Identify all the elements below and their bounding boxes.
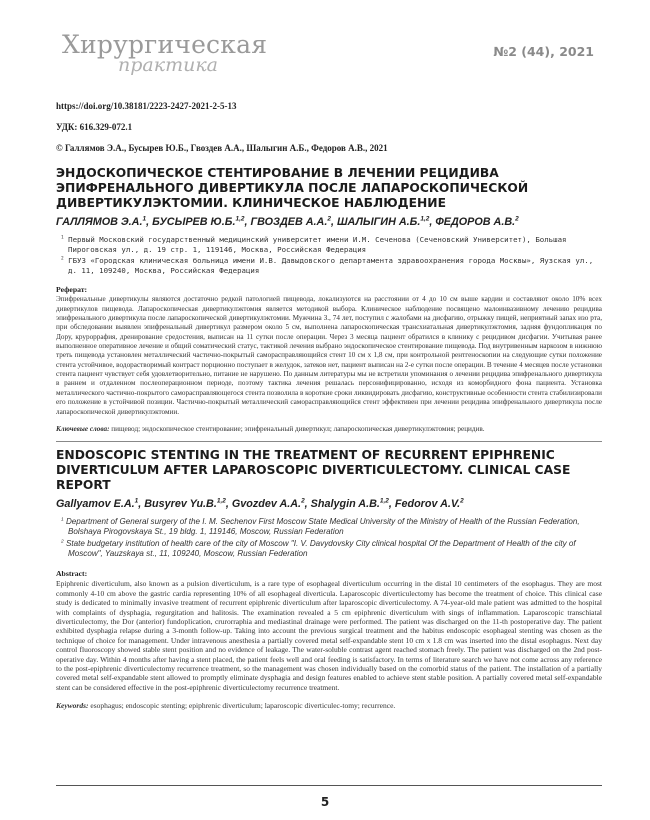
author-sup: 1,2 xyxy=(420,215,430,223)
article-body xyxy=(56,100,602,711)
footer-rule xyxy=(56,785,602,786)
author-name: Gallyamov E.A. xyxy=(56,498,135,511)
journal-logo-subtitle: практика xyxy=(118,54,219,76)
abstract-en: Epiphrenic diverticulum, also known as a pulsion diverticulum, is a rare type of esophageal diverticulum occurring in the distal 10 centimeters of the esophagus. They are most commonly 4-10 cm above the gastric cardia representing 10% of all esophageal diverticula. Laparoscopic diverticulectomy has become the treatment of choice. This clinical case study is dedicated to minimally invasive treatment of recurrent epiphrenic diverticulum after laparoscopic diverticulectomy. A 74-year-old male patient was admitted to the hospital with complaints of dysphagia, regurgitation and halitosis. The examination revealed a 5 cm epiphrenic diverticulum with sings of inflammation. Laparoscopic transchiatal diverticulectomy, the Dor (anterior) fundoplication, crurorraphia and mediastinal drainage were performed. The patient was discharged on the 11-th postoperative day. The patient exhibited dysphagia relapse during a 3-month follow-up. Taking into account the previous surgical treatment and the habitus endoscopic esophageal stenting was chosen as the technique of choice for management. Under intravenous anesthesia a partially covered metal self-expandable stent 10 cm x 1.8 cm was inserted into the distal esophagus. Next day control fluoroscopy showed stable stent position and no evidence of leakage. The water-soluble contrast agent reached stomach freely. The patient was discharged on the 2nd post-operative day. Within 4 months after having a stent placed, the patient feels well and oral feeding is satisfactory. In terms of literature search we have not come across any reference to the post-epiphrenic diverticulectomy recurrence treatment, so the management was chosen individually based on the comorbid status of the patient. The installation of a partially covered metal self-expandable stent allowed to promptly eliminate dysphagia and design features enabled to achieve stent stable position. A partially covered metal self-expandable stent can be considered effective in the post-epiphrenic diverticulectomy recurrence treatment. xyxy=(56,579,602,692)
author-sup: 2 xyxy=(460,497,464,505)
affiliation-text: ГБУЗ «Городская клиническая больница имени И.В. Давыдовского департамента здравоохранения города Москвы», Яузская ул., д. 11, 109240, Москва, Российская Федерация xyxy=(68,256,594,275)
author-name: БУСЫРЕВ Ю.Б. xyxy=(152,216,236,228)
affiliation-number: 1 xyxy=(61,235,64,241)
affiliation-en xyxy=(56,517,602,537)
author-sup: 2 xyxy=(327,215,331,223)
author-sup: 2 xyxy=(515,215,519,223)
affiliation-number: 1 xyxy=(61,517,64,523)
authors-en: Gallyamov E.A.$^1$, Busyrev Yu.B.$^{1,2}$, Gvozdev A.A.$^2$, Shalygin A.B.$^{1,2}$, Fedorov A.V.$^2$ xyxy=(56,497,464,511)
author-sup: 1,2 xyxy=(379,497,389,505)
author-name: Gvozdev A.A. xyxy=(231,498,302,511)
author-sup: 1 xyxy=(134,497,139,505)
affiliation-text: Department of General surgery of the I. M. Sechenov First Moscow State Medical University of the Ministry of Health of the Russian Federation, Bolshaya Pirogovskaya St., 19 bldg. 1, 119146, Moscow, Russian Federation xyxy=(65,517,580,537)
keywords-en xyxy=(56,701,602,711)
author-name: ГВОЗДЕВ А.А. xyxy=(250,216,328,228)
affiliation-ru xyxy=(56,235,602,254)
author-name: ФЕДОРОВ А.В. xyxy=(435,216,516,228)
author-name: Busyrev Yu.B. xyxy=(144,498,217,511)
keywords-text: пищевод; эндоскопическое стентирование; эпифренальный дивертикул; лапароскопическая дивертикулэктомия; рецидив. xyxy=(111,424,485,433)
title-en: ENDOSCOPIC STENTING IN THE TREATMENT OF RECURRENT EPIPHRENIC DIVERTICULUM AFTER LAPAROSCOPIC DIVERTICULECTOMY. CLINICAL CASE REPORT xyxy=(56,448,571,493)
abstract-label-en: Abstract: xyxy=(56,569,88,579)
page-number: 5 xyxy=(320,795,330,809)
doi-link[interactable]: https://doi.org/10.38181/2223-2427-2021-2-5-13 xyxy=(56,101,237,111)
title-ru: ЭНДОСКОПИЧЕСКОЕ СТЕНТИРОВАНИЕ В ЛЕЧЕНИИ РЕЦИДИВА ЭПИФРЕНАЛЬНОГО ДИВЕРТИКУЛА ПОСЛЕ ЛАПАРОСКОПИЧЕСКОЙ ДИВЕРТИКУЛЭКТОМИИ. КЛИНИЧЕСКОЕ НАБЛЮДЕНИЕ xyxy=(56,166,529,210)
author-sup: 1 xyxy=(142,215,147,223)
keywords-label: Keywords: xyxy=(56,701,89,711)
keywords-ru xyxy=(56,425,602,435)
copyright-line: © Галлямов Э.А., Бусырев Ю.Б., Гвоздев А.А., Шалыгин А.Б., Федоров А.В., 2021 xyxy=(56,143,388,153)
author-name: ГАЛЛЯМОВ Э.А. xyxy=(56,216,143,228)
author-name: ШАЛЫГИН А.Б. xyxy=(336,216,421,228)
affiliation-ru xyxy=(56,256,602,275)
affiliation-text: State budgetary institution of health care of the city of Moscow "I. V. Davydovsky City clinical hospital Of the Department of Health of the city of Moscow", Yauzskaya st., 11, 109240, Moscow, Russian Federation xyxy=(65,539,576,559)
author-sup: 1,2 xyxy=(216,497,226,505)
authors-ru: ГАЛЛЯМОВ Э.А.$^1$, БУСЫРЕВ Ю.Б.$^{1,2}$, ГВОЗДЕВ А.А.$^2$, ШАЛЫГИН А.Б.$^{1,2}$, ФЕДОРОВ А.В.$^2$ xyxy=(56,215,519,228)
affiliation-number: 2 xyxy=(61,539,64,545)
abstract-ru: Эпифренальные дивертикулы являются достаточно редкой патологией пищевода, локализуются на расстоянии от 4 до 10 см выше кардии и составляют около 10% всех дивертикулов пищевода. Лапароскопическая дивертикулэктомия является методикой выбора. Клиническое наблюдение посвящено малоинвазивному лечению рецидива эпифренального дивертикула после лапароскопической дивертикулэктомии. Мужчина З., 74 лет, поступил с жалобами на дисфагию, отрыжку пищей, неприятный запах изо рта, при обследовании выявлен эпифренальный дивертикул размером около 5 см, выполнена лапароскопическая трансхиатальная дивертикулэктомия, задняя фундопликация по Дору, круроррафия, дренирование средостения, выписан на 11 сутки после операции. Через 3 месяца пациент обратился в клинику с рецидивом дисфагии. Учитывая ранее выполненное оперативное лечение и общий соматический статус, тактикой лечения выбрано эндоскопическое стентирование пищевода. Под внутривенным наркозом в нижнюю треть пищевода установлен металлический частично-покрытый саморасправляющийся стент 10 см х 1,8 см, при контрольной рентгеноскопии на следующие сутки положение стента устойчивое, водорастворимый контраст порционно поступает в желудок, затеков нет, пациент выписан на 2-е сутки после операции. В течение 4 месяцев после установки стента пациент чувствует себя удовлетворительно, питание не нарушено. По данным литературы мы не встретили упоминания о лечении рецидива эпифренального дивертикула в раннем и отдаленном послеоперационном периоде, поэтому тактика лечения решалась персонифицированно, исходя из коморбидного фона пациента. Установка металлического частично-покрытого саморасправляющегося стента позволила в короткие сроки ликвидировать дисфагию, конструктивные особенности стента стабилизировали его положение в устойчивой позиции. Частично-покрытый металлический саморасправляющийся стент эффективен при лечении рецидива эпифренального дивертикула после лапароскопической дивертикулэктомии. xyxy=(56,295,602,416)
journal-logo-title: Хирургическая xyxy=(62,30,268,59)
affiliation-number: 2 xyxy=(61,256,64,262)
author-name: Shalygin A.B. xyxy=(310,498,380,511)
abstract-label-ru: Реферат: xyxy=(56,285,88,295)
keywords-text: esophagus; endoscopic stenting; epiphrenic diverticulum; laparoscopic diverticulec-tomy; recurrence. xyxy=(90,701,396,711)
author-name: Fedorov A.V. xyxy=(394,498,461,511)
section-divider xyxy=(56,441,602,442)
affiliation-text: Первый Московский государственный медицинский университет имени И.М. Сеченова (Сеченовский Университет), Большая Пироговская ул., д. 19 стр. 1, 119146, Москва, Российская Федерация xyxy=(68,235,567,254)
affiliation-en xyxy=(56,539,602,559)
keywords-label: Ключевые слова: xyxy=(56,424,110,433)
issue-number: №2 (44), 2021 xyxy=(493,44,594,59)
author-sup: 2 xyxy=(301,497,305,505)
udc-code: УДК: 616.329-072.1 xyxy=(56,122,133,132)
author-sup: 1,2 xyxy=(235,215,245,223)
